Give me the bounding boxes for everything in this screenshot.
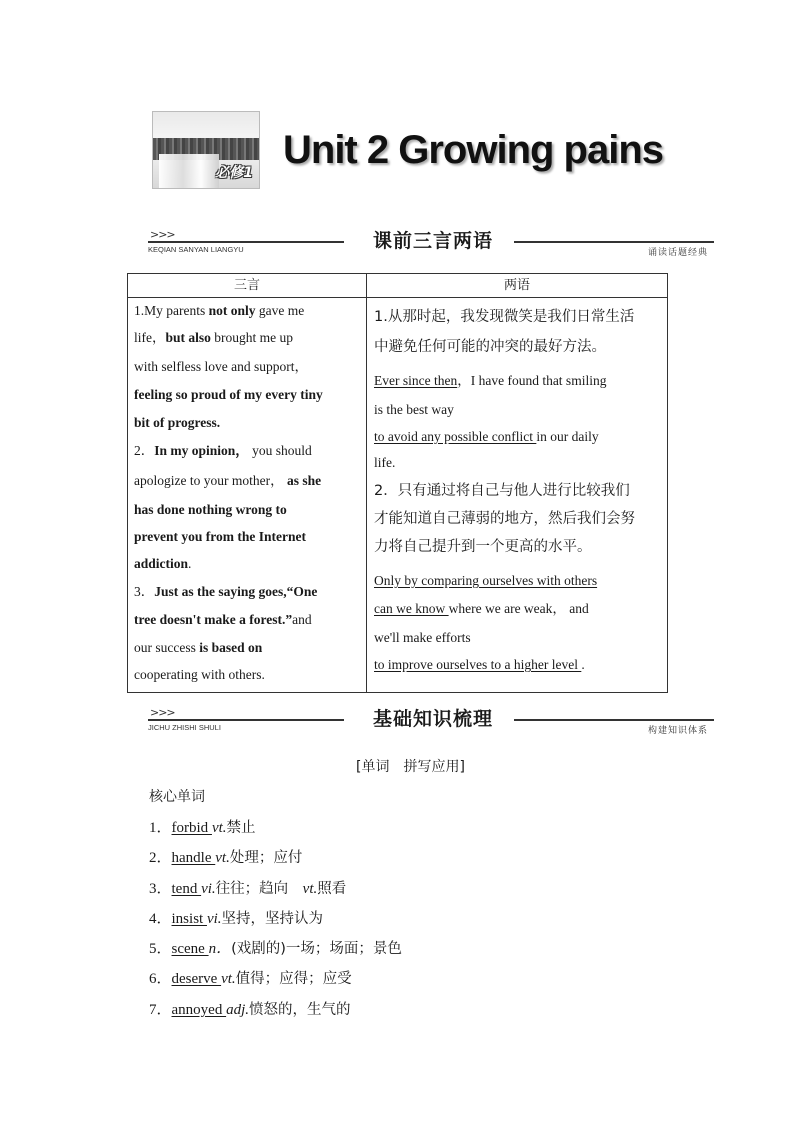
section-title: 基础知识梳理 — [372, 708, 493, 730]
right-line-en: is the best way — [374, 402, 454, 417]
vocab-item: 3．tend vi.往往；趋向 vt.照看 — [149, 881, 347, 897]
left-line: prevent you from the Internet — [134, 529, 306, 544]
left-line: life，but also brought me up — [134, 330, 294, 345]
left-line: 3．Just as the saying goes,“One — [134, 584, 318, 599]
left-line: feeling so proud of my every tiny — [134, 387, 323, 402]
left-line: 1.My parents not only gave me — [134, 303, 305, 318]
unit-title: Unit 2 Growing pains — [283, 128, 664, 172]
vocab-item: 6．deserve vt.值得；应得；应受 — [149, 971, 352, 987]
right-line-en: Ever since then，I have found that smiling — [374, 373, 607, 388]
section-pinyin: KEQIAN SANYAN LIANGYU — [148, 245, 244, 254]
left-line: tree doesn't make a forest.”and — [134, 612, 312, 627]
left-line: bit of progress. — [134, 415, 221, 430]
right-line-cn: 才能知道自己薄弱的地方，然后我们会努 — [374, 511, 635, 527]
section-subtitle: 诵读话题经典 — [647, 248, 708, 258]
core-words-title: 核心单词 — [149, 789, 205, 805]
right-line-cn: 力将自己提升到一个更高的水平。 — [374, 539, 592, 555]
vocab-item: 1．forbid vt.禁止 — [149, 820, 256, 836]
right-line-cn: 1.从那时起，我发现微笑是我们日常生活 — [374, 309, 635, 325]
section-banner-keqian — [148, 226, 714, 258]
logo-tag: 必修1 — [215, 165, 253, 181]
section-banner-jichu — [148, 704, 714, 736]
right-line-en: to avoid any possible conflict in our daily — [374, 429, 599, 444]
right-line-en: can we know where we are weak， and — [374, 601, 589, 616]
chevrons-icon: >>> — [150, 228, 175, 241]
left-line: apologize to your mother， as she — [134, 473, 322, 488]
vocab-heading: [单词 拼写应用] — [356, 759, 465, 775]
section-subtitle: 构建知识体系 — [647, 726, 708, 736]
left-line: has done nothing wrong to — [134, 502, 287, 517]
section-title: 课前三言两语 — [372, 230, 493, 252]
right-line-cn: 中避免任何可能的冲突的最好方法。 — [374, 339, 606, 355]
right-line-en: Only by comparing ourselves with others — [374, 573, 598, 588]
vocab-item: 4．insist vi.坚持，坚持认为 — [149, 911, 324, 927]
sayings-table — [127, 273, 668, 693]
table-header-left: 三言 — [128, 274, 366, 298]
table-header-right: 两语 — [367, 274, 667, 298]
section-pinyin: JICHU ZHISHI SHULI — [148, 723, 221, 732]
right-line-en: to improve ourselves to a higher level . — [374, 657, 585, 672]
right-line-en: we'll make efforts — [374, 630, 471, 645]
right-line-en: life. — [374, 455, 396, 470]
left-line: with selfless love and support， — [134, 359, 308, 374]
left-line: addiction. — [134, 556, 192, 571]
left-line: cooperating with others. — [134, 667, 265, 682]
left-line: 2．In my opinion， you should — [134, 443, 312, 458]
chevrons-icon: >>> — [150, 706, 175, 719]
vocab-item: 2．handle vt.处理；应付 — [149, 850, 303, 866]
textbook-logo-image — [152, 111, 260, 189]
vocab-item: 7．annoyed adj.愤怒的，生气的 — [149, 1002, 351, 1018]
vocab-item: 5．scene n．(戏剧的)一场；场面；景色 — [149, 941, 402, 957]
left-line: our success is based on — [134, 640, 263, 655]
right-line-cn: 2．只有通过将自己与他人进行比较我们 — [374, 483, 630, 499]
